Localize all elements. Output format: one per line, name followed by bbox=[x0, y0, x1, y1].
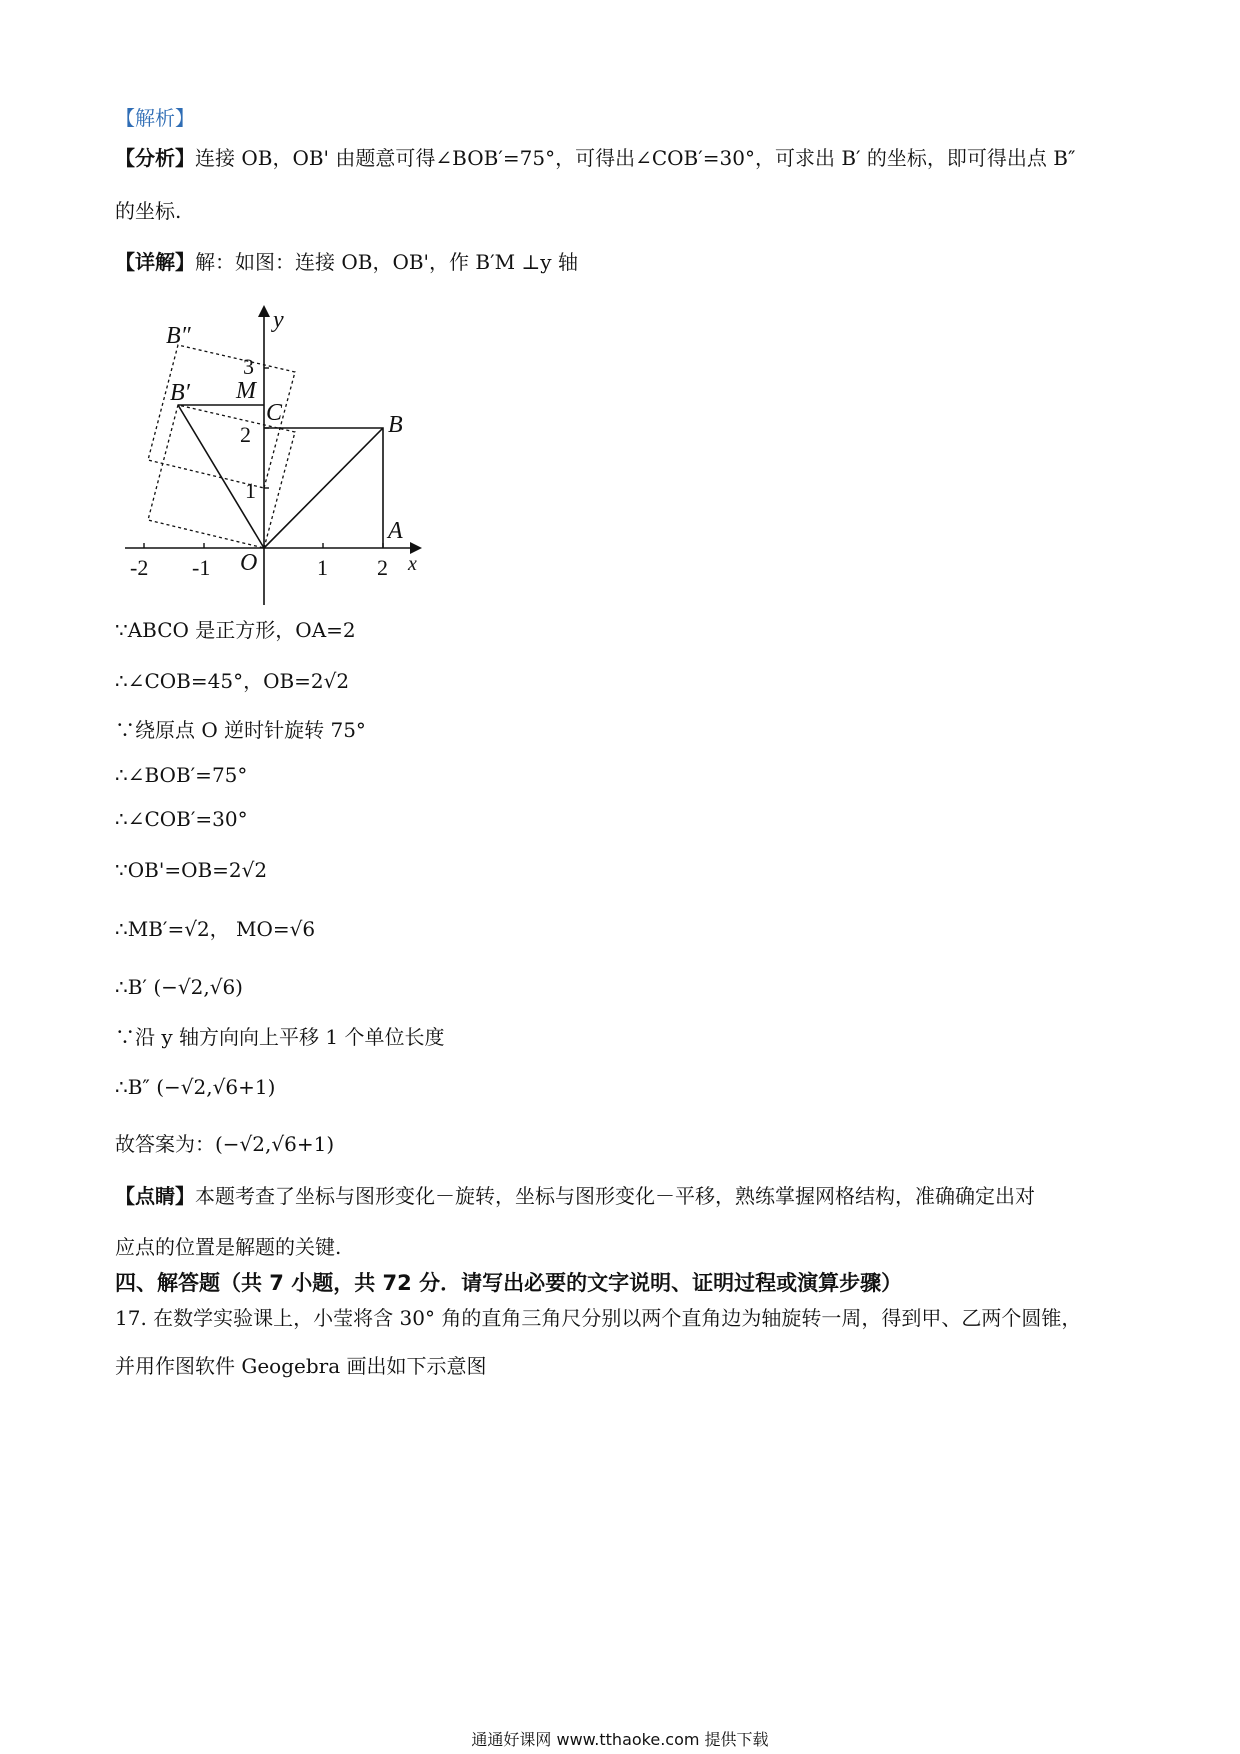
analysis-line-1 bbox=[115, 144, 1075, 172]
step-3: ∵绕原点 O 逆时针旋转 75° bbox=[115, 718, 366, 742]
label-c: C bbox=[266, 400, 283, 426]
comment-line-1 bbox=[115, 1182, 1035, 1210]
comment-line-2: 应点的位置是解题的关键. bbox=[115, 1235, 342, 1259]
label-y: y bbox=[273, 307, 284, 333]
tick-y2: 2 bbox=[240, 422, 251, 447]
detail-tag: 【详解】 bbox=[115, 250, 195, 274]
step-6: ∵OB'=OB=2√2 bbox=[115, 858, 268, 882]
detail-line bbox=[115, 248, 578, 276]
tick-y3: 3 bbox=[243, 354, 254, 379]
segment-ob bbox=[264, 428, 383, 548]
label-a: A bbox=[388, 518, 403, 544]
tick-xm1: -1 bbox=[192, 555, 211, 580]
segment-ob-prime bbox=[178, 405, 264, 548]
label-b-double-prime: B″ bbox=[166, 323, 191, 349]
comment-tag: 【点睛】 bbox=[115, 1184, 195, 1208]
question-17-line-2: 并用作图软件 Geogebra 画出如下示意图 bbox=[115, 1354, 487, 1378]
tick-y1: 1 bbox=[245, 478, 256, 503]
analysis-text: 连接 OB，OB' 由题意可得∠BOB′=75°，可得出∠COB′=30°，可求出 B′ 的坐标，即可得出点 B″ bbox=[195, 146, 1076, 170]
analysis-tag: 【分析】 bbox=[115, 146, 195, 170]
solution-header: 【解析】 bbox=[115, 106, 195, 130]
detail-text: 解：如图：连接 OB，OB'，作 B′M ⊥y 轴 bbox=[195, 250, 578, 274]
label-b: B bbox=[388, 412, 403, 438]
step-2: ∴∠COB=45°，OB=2√2 bbox=[115, 669, 350, 693]
step-1: ∵ABCO 是正方形，OA=2 bbox=[115, 618, 356, 642]
coordinate-figure bbox=[130, 307, 440, 610]
page-footer: 通通好课网 www.tthaoke.com 提供下载 bbox=[471, 1730, 769, 1749]
label-x: x bbox=[408, 553, 417, 575]
analysis-line-2: 的坐标. bbox=[115, 199, 182, 223]
comment-text: 本题考查了坐标与图形变化－旋转，坐标与图形变化－平移，熟练掌握网格结构，准确确定出对 bbox=[195, 1184, 1035, 1208]
step-4: ∴∠BOB′=75° bbox=[115, 763, 248, 787]
section-title: 四、解答题（共 7 小题，共 72 分．请写出必要的文字说明、证明过程或演算步骤） bbox=[115, 1271, 903, 1295]
answer-line: 故答案为：(−√2,√6+1) bbox=[115, 1132, 335, 1156]
step-5: ∴∠COB′=30° bbox=[115, 807, 248, 831]
tick-x1: 1 bbox=[317, 555, 328, 580]
label-m: M bbox=[236, 378, 256, 404]
y-axis-arrow bbox=[258, 305, 270, 317]
step-10: ∴B″ (−√2,√6+1) bbox=[115, 1075, 276, 1099]
question-17-line-1: 17. 在数学实验课上，小莹将含 30° 角的直角三角尺分别以两个直角边为轴旋转一周，得到甲、乙两个圆锥， bbox=[115, 1306, 1082, 1330]
step-7: ∴MB′=√2， MO=√6 bbox=[115, 917, 316, 941]
axes bbox=[125, 310, 415, 605]
tick-x2: 2 bbox=[377, 555, 388, 580]
label-b-prime: B′ bbox=[170, 380, 190, 406]
step-9: ∵沿 y 轴方向向上平移 1 个单位长度 bbox=[115, 1025, 445, 1049]
step-8: ∴B′ (−√2,√6) bbox=[115, 975, 243, 999]
tick-xm2: -2 bbox=[130, 555, 149, 580]
label-o: O bbox=[240, 550, 258, 576]
